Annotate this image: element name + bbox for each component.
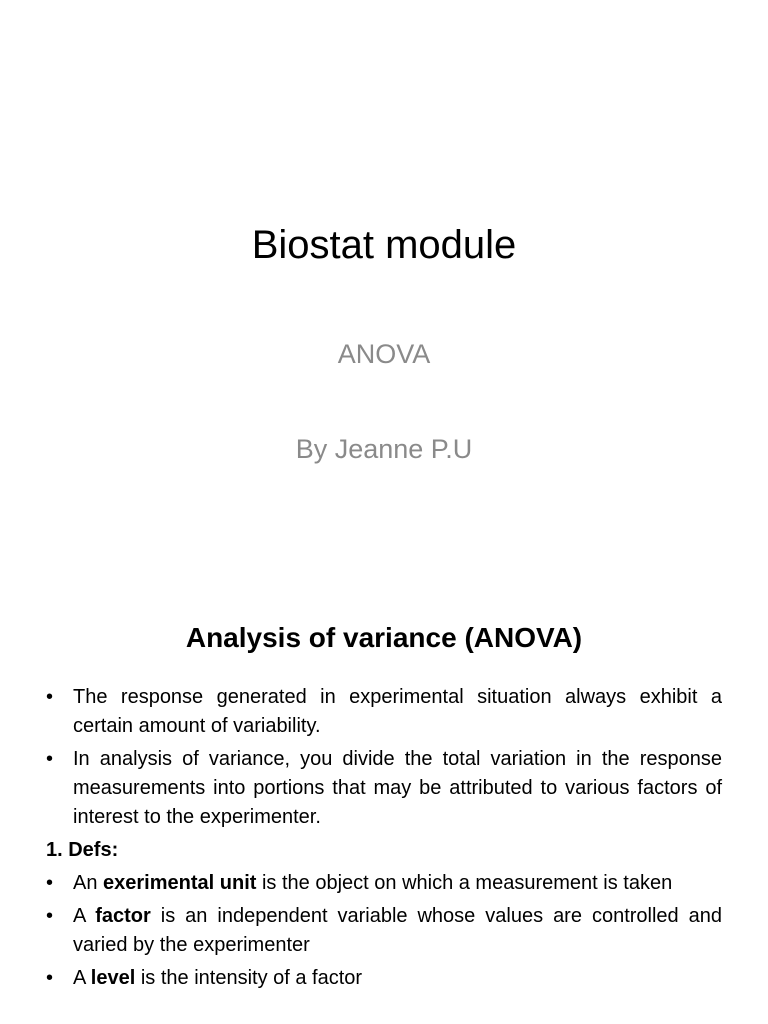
- definition-item: [46, 964, 722, 993]
- section-heading: 1. Defs:: [46, 839, 119, 861]
- bullet-item: [46, 683, 722, 741]
- bullet-icon: •: [46, 872, 54, 894]
- term-bold: level: [90, 967, 136, 989]
- bullet-icon: •: [46, 686, 54, 708]
- slide-subtitle-topic: ANOVA: [337, 339, 431, 369]
- content-slide-title: Analysis of variance (ANOVA): [185, 622, 583, 653]
- bullet-icon: •: [46, 905, 54, 927]
- definition-item: [46, 869, 722, 898]
- content-slide: [0, 580, 768, 1024]
- slide-title: Biostat module: [251, 223, 517, 267]
- bullet-item: [46, 745, 722, 832]
- term-bold: exerimental unit: [103, 872, 257, 894]
- definition-item: [46, 902, 722, 960]
- bullet-icon: •: [46, 967, 54, 989]
- slide-subtitle-author: By Jeanne P.U: [295, 434, 473, 464]
- bullet-icon: •: [46, 748, 54, 770]
- definition-text: An exerimental unit is the object on which a measurement is taken: [73, 872, 673, 894]
- definition-text: A factor is an independent variable whose values are controlled and varied by the experimenter: [73, 905, 723, 956]
- bullet-text: In analysis of variance, you divide the total variation in the response measurements into portions that may be attributed to various factors of interest to the experimenter.: [73, 748, 722, 828]
- bullet-text: The response generated in experimental situation always exhibit a certain amount of variability.: [73, 686, 722, 737]
- content-body: [46, 683, 722, 997]
- definition-text: A level is the intensity of a factor: [73, 967, 363, 989]
- term-bold: factor: [95, 905, 151, 927]
